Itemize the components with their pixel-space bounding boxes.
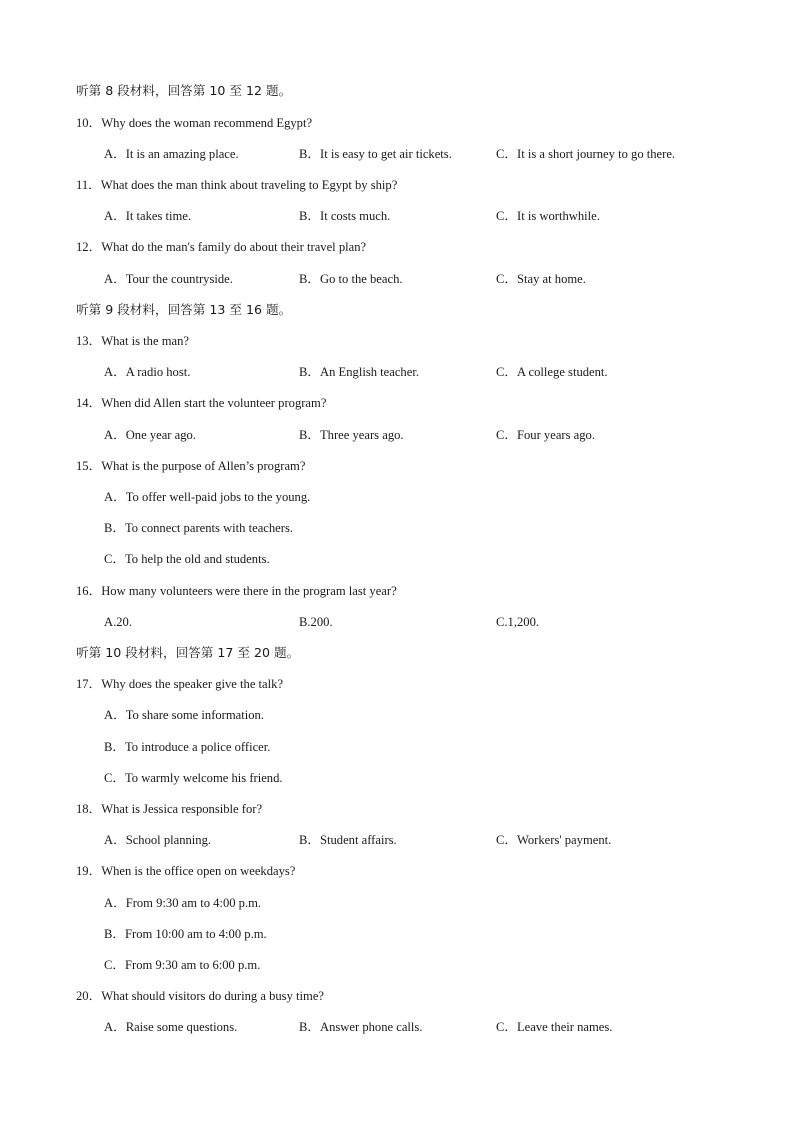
option-a: A.20. (104, 615, 132, 629)
option-b: B．It is easy to get air tickets. (299, 147, 452, 161)
option-c: C．A college student. (496, 365, 608, 379)
section-heading: 听第 9 段材料，回答第 13 至 16 题。 (76, 302, 292, 317)
question-stem: 19．When is the office open on weekdays? (76, 864, 296, 878)
option-c: C．It is a short journey to go there. (496, 147, 676, 161)
option-c: C．To warmly welcome his friend. (104, 771, 283, 785)
option-a: A．Tour the countryside. (104, 272, 233, 286)
option-b: B．Student affairs. (299, 833, 397, 847)
option-b: B．It costs much. (299, 209, 391, 223)
option-c: C．From 9:30 am to 6:00 p.m. (104, 958, 261, 972)
option-c: C．Workers' payment. (496, 833, 612, 847)
option-b: B.200. (299, 615, 333, 629)
option-b: B．An English teacher. (299, 365, 419, 379)
option-b: B．Answer phone calls. (299, 1020, 423, 1034)
question-stem: 10．Why does the woman recommend Egypt? (76, 116, 313, 130)
option-a: A．It takes time. (104, 209, 192, 223)
option-row (104, 269, 744, 289)
option-a: A．From 9:30 am to 4:00 p.m. (104, 896, 262, 910)
question-stem: 11．What does the man think about traveling to Egypt by ship? (76, 178, 398, 192)
option-b: B．To introduce a police officer. (104, 740, 271, 754)
option-c: C．Four years ago. (496, 428, 595, 442)
option-b: B．To connect parents with teachers. (104, 521, 294, 535)
option-a: A．To offer well-paid jobs to the young. (104, 490, 311, 504)
option-c: C．It is worthwhile. (496, 209, 600, 223)
question-stem: 14．When did Allen start the volunteer program? (76, 396, 327, 410)
section-heading: 听第 10 段材料，回答第 17 至 20 题。 (76, 645, 300, 660)
option-a: A．School planning. (104, 833, 212, 847)
option-b: B．Go to the beach. (299, 272, 403, 286)
option-b: B．Three years ago. (299, 428, 404, 442)
question-stem: 18．What is Jessica responsible for? (76, 802, 263, 816)
option-a: A．A radio host. (104, 365, 191, 379)
option-row (104, 1017, 744, 1037)
section-heading: 听第 8 段材料，回答第 10 至 12 题。 (76, 83, 292, 98)
option-row (104, 206, 744, 226)
question-stem: 12．What do the man's family do about their travel plan? (76, 240, 367, 254)
option-b: B．From 10:00 am to 4:00 p.m. (104, 927, 267, 941)
question-stem: 15．What is the purpose of Allen’s program? (76, 459, 306, 473)
option-c: C．To help the old and students. (104, 552, 270, 566)
question-stem: 20．What should visitors do during a busy time? (76, 989, 325, 1003)
question-stem: 13．What is the man? (76, 334, 189, 348)
option-a: A．Raise some questions. (104, 1020, 238, 1034)
option-c: C．Leave their names. (496, 1020, 613, 1034)
option-row (104, 830, 744, 850)
option-a: A．One year ago. (104, 428, 196, 442)
option-row (104, 144, 744, 164)
question-stem: 16．How many volunteers were there in the program last year? (76, 584, 397, 598)
option-row (104, 612, 744, 632)
option-row (104, 362, 744, 382)
option-c: C.1,200. (496, 615, 540, 629)
option-c: C．Stay at home. (496, 272, 586, 286)
question-stem: 17．Why does the speaker give the talk? (76, 677, 284, 691)
option-a: A．It is an amazing place. (104, 147, 239, 161)
option-row (104, 425, 744, 445)
option-a: A．To share some information. (104, 708, 265, 722)
